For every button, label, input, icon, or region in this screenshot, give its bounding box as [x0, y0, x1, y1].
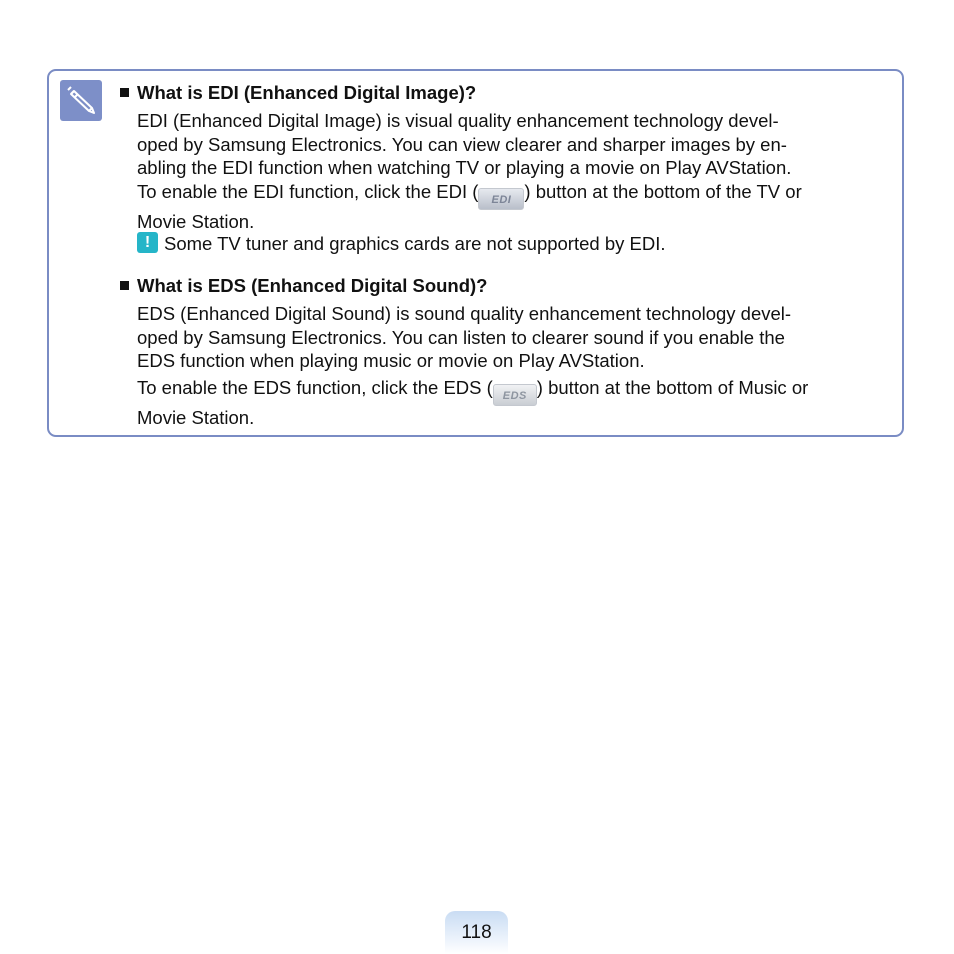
text-line: oped by Samsung Electronics. You can listen to clearer sound if you enable the — [137, 326, 785, 348]
eds-heading: What is EDS (Enhanced Digital Sound)? — [120, 274, 487, 298]
text-line: Movie Station. — [137, 210, 255, 232]
edi-heading: What is EDI (Enhanced Digital Image)? — [120, 81, 476, 105]
text-line: EDS (Enhanced Digital Sound) is sound quality enhancement technology devel- — [137, 303, 792, 324]
text-line: oped by Samsung Electronics. You can view clearer and sharper images by en- — [137, 133, 787, 155]
edi-caution: !Some TV tuner and graphics cards are not supported by EDI. — [137, 232, 666, 256]
note-pencil-icon — [60, 80, 102, 121]
eds-button-icon: EDS — [493, 384, 537, 406]
text-line: Movie Station. — [137, 407, 255, 428]
eds-description — [137, 302, 791, 373]
edi-description — [137, 109, 802, 233]
square-bullet-icon — [120, 281, 129, 290]
page-number: 118 — [461, 922, 492, 943]
caution-icon — [137, 232, 158, 253]
eds-enable-instruction: To enable the EDS function, click the EDS ( EDS ) button at the bottom of Music or Movie Station. — [137, 377, 809, 428]
square-bullet-icon — [120, 88, 129, 97]
edi-button-icon: EDI — [478, 188, 524, 210]
text-line: abling the EDI function when watching TV or playing a movie on Play AVStation. — [137, 157, 792, 178]
edi-enable-instruction: To enable the EDI function, click the EDI ( EDI ) button at the bottom of the TV or — [137, 180, 802, 210]
text-line: EDS function when playing music or movie on Play AVStation. — [137, 350, 645, 371]
text-line: EDI (Enhanced Digital Image) is visual quality enhancement technology devel- — [137, 110, 779, 131]
